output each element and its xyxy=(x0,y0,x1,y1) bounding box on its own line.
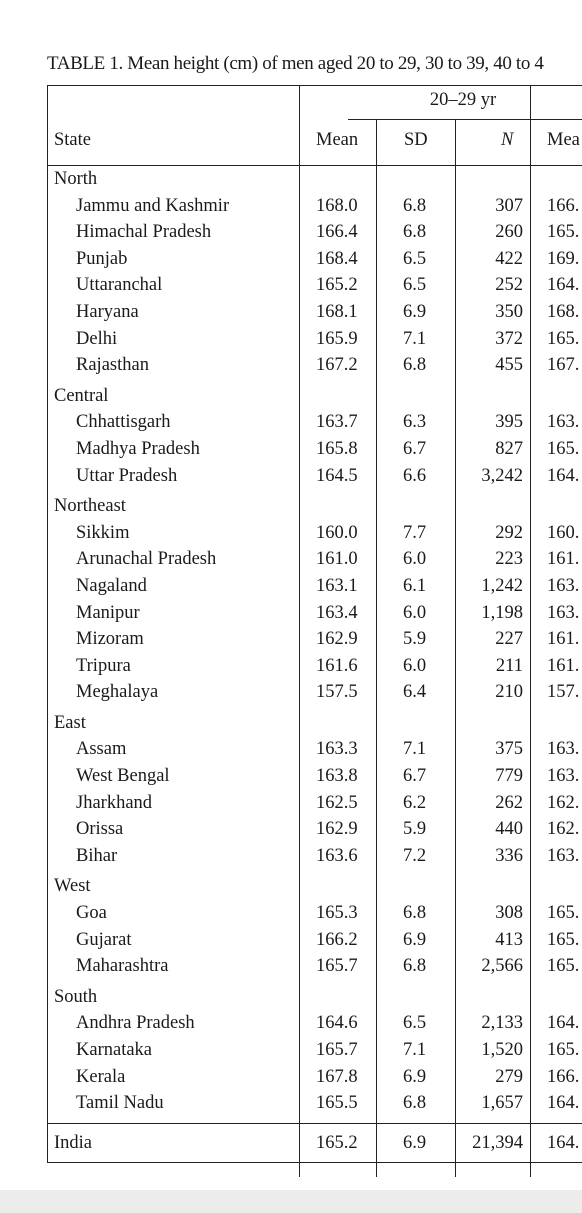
mean-cell: 167.8 xyxy=(316,1066,358,1087)
table-row xyxy=(48,463,582,490)
mean-cell: 165.7 xyxy=(316,1040,358,1060)
mean-cell: 165.9 xyxy=(316,328,358,349)
n-cell: 210 xyxy=(495,682,523,703)
n-cell: 260 xyxy=(495,222,523,243)
next-mean-cell: 165. xyxy=(547,929,580,950)
state-name: Tamil Nadu xyxy=(76,1093,164,1114)
sd-cell: 6.8 xyxy=(403,195,427,216)
state-name: Nagaland xyxy=(76,575,147,596)
state-name: Punjab xyxy=(76,248,128,269)
state-name: Haryana xyxy=(76,301,139,322)
next-mean-cell: 164. xyxy=(547,275,580,296)
mean-column-header: Mean xyxy=(316,130,359,150)
region-heading: East xyxy=(54,712,86,733)
table-row xyxy=(48,193,582,220)
mean-cell: 165.7 xyxy=(316,956,358,977)
next-mean-cell: 165. xyxy=(547,903,580,924)
table-row xyxy=(48,546,582,573)
n-cell: 413 xyxy=(495,929,523,950)
n-cell: 2,133 xyxy=(481,1013,523,1034)
sd-cell: 6.8 xyxy=(403,355,427,376)
table-row xyxy=(48,520,582,547)
next-mean-cell: 163. xyxy=(547,602,580,623)
sd-cell: 7.1 xyxy=(403,328,427,349)
n-cell: 1,520 xyxy=(481,1040,523,1060)
mean-cell: 163.8 xyxy=(316,766,358,787)
n-cell: 262 xyxy=(495,792,523,813)
table-row xyxy=(48,790,582,817)
column-divider xyxy=(455,119,456,1177)
next-mean-cell: 165. xyxy=(547,328,580,349)
n-cell: 308 xyxy=(495,903,523,924)
mean-cell: 163.7 xyxy=(316,412,358,433)
table-row xyxy=(48,900,582,927)
state-name: Arunachal Pradesh xyxy=(76,549,217,570)
table-row xyxy=(48,626,582,653)
header-column-row xyxy=(48,120,582,166)
state-name: West Bengal xyxy=(76,766,170,787)
n-cell: 455 xyxy=(495,355,523,376)
table-row xyxy=(48,299,582,326)
mean-cell: 160.0 xyxy=(316,522,358,543)
next-mean-cell: 163. xyxy=(547,766,580,787)
table-row xyxy=(48,409,582,436)
sd-cell: 7.1 xyxy=(403,1040,427,1060)
n-cell: 372 xyxy=(495,328,523,349)
region-heading: North xyxy=(54,169,98,189)
state-name: Manipur xyxy=(76,602,140,623)
table-row xyxy=(48,953,582,980)
sd-cell: 6.8 xyxy=(403,1093,427,1114)
mean-cell: 165.5 xyxy=(316,1093,358,1114)
n-cell: 3,242 xyxy=(481,465,523,486)
state-name: Maharashtra xyxy=(76,956,169,977)
table-row xyxy=(48,246,582,273)
sd-cell: 5.9 xyxy=(403,629,427,650)
column-divider xyxy=(530,85,531,1177)
n-cell: 375 xyxy=(495,739,523,760)
table-row xyxy=(48,763,582,790)
region-heading: Northeast xyxy=(54,496,126,517)
sd-cell: 6.0 xyxy=(403,549,427,570)
mean-cell: 168.0 xyxy=(316,195,358,216)
sd-cell: 6.1 xyxy=(403,575,427,596)
n-cell: 211 xyxy=(495,655,523,676)
state-name: Sikkim xyxy=(76,522,130,543)
table-row xyxy=(48,653,582,680)
sd-cell: 6.9 xyxy=(403,301,427,322)
next-mean-cell: 165. xyxy=(547,1040,580,1060)
next-mean-cell: 168. xyxy=(547,301,580,322)
sd-cell: 7.1 xyxy=(403,739,427,760)
n-cell: 336 xyxy=(495,845,523,866)
next-mean-cell: 163. xyxy=(547,845,580,866)
sd-cell: 6.5 xyxy=(403,275,427,296)
next-mean-cell: 162. xyxy=(547,819,580,840)
mean-cell: 168.4 xyxy=(316,248,358,269)
total-mean: 165.2 xyxy=(316,1132,358,1153)
total-row xyxy=(48,1123,582,1163)
total-n: 21,394 xyxy=(472,1132,523,1153)
mean-cell: 161.6 xyxy=(316,655,358,676)
state-name: Rajasthan xyxy=(76,355,149,376)
next-mean-cell: 161. xyxy=(547,549,580,570)
mean-cell: 157.5 xyxy=(316,682,358,703)
sd-cell: 6.0 xyxy=(403,602,427,623)
sd-cell: 6.3 xyxy=(403,412,427,433)
n-cell: 779 xyxy=(495,766,523,787)
total-sd: 6.9 xyxy=(403,1132,427,1153)
table-row xyxy=(48,1037,582,1064)
table-caption: TABLE 1. Mean height (cm) of men aged 20 to 29, 30 to 39, 40 to 4 xyxy=(47,53,544,74)
sd-cell: 6.8 xyxy=(403,956,427,977)
mean-cell: 167.2 xyxy=(316,355,358,376)
state-name: Madhya Pradesh xyxy=(76,438,200,459)
state-name: Tripura xyxy=(76,655,131,676)
sd-cell: 7.2 xyxy=(403,845,427,866)
n-cell: 422 xyxy=(495,248,523,269)
table-row xyxy=(48,1010,582,1037)
state-name: Orissa xyxy=(76,819,124,840)
next-mean-cell: 157. xyxy=(547,682,580,703)
n-cell: 2,566 xyxy=(481,956,523,977)
next-mean-cell: 165. xyxy=(547,956,580,977)
sd-cell: 6.0 xyxy=(403,655,427,676)
next-mean-cell: 160. xyxy=(547,522,580,543)
state-name: Chhattisgarh xyxy=(76,412,171,433)
state-name: Bihar xyxy=(76,845,118,866)
mean-cell: 164.6 xyxy=(316,1013,358,1034)
mean-cell: 163.3 xyxy=(316,739,358,760)
n-column-header: N xyxy=(501,130,514,150)
total-label: India xyxy=(54,1132,93,1153)
header-group-row xyxy=(48,86,582,120)
next-mean-cell: 166. xyxy=(547,195,580,216)
bottom-margin xyxy=(0,1190,582,1213)
sd-cell: 7.7 xyxy=(403,522,427,543)
next-mean-cell: 166. xyxy=(547,1066,580,1087)
mean-cell: 163.4 xyxy=(316,602,358,623)
n-cell: 1,242 xyxy=(481,575,523,596)
state-name: Uttaranchal xyxy=(76,275,163,296)
next-mean-cell: 163. xyxy=(547,575,580,596)
sd-cell: 6.9 xyxy=(403,929,427,950)
table-row xyxy=(48,1064,582,1091)
mean-cell: 168.1 xyxy=(316,301,358,322)
state-name: Gujarat xyxy=(76,929,132,950)
state-name: Assam xyxy=(76,739,127,760)
n-cell: 223 xyxy=(495,549,523,570)
table-row xyxy=(48,843,582,870)
n-cell: 279 xyxy=(495,1066,523,1087)
next-mean-cell: 161. xyxy=(547,655,580,676)
table-row xyxy=(48,1090,582,1117)
sd-cell: 6.9 xyxy=(403,1066,427,1087)
n-cell: 1,198 xyxy=(481,602,523,623)
sd-cell: 6.5 xyxy=(403,1013,427,1034)
table-row xyxy=(48,219,582,246)
state-name: Andhra Pradesh xyxy=(76,1013,195,1034)
next-mean-cell: 164. xyxy=(547,1013,580,1034)
sd-cell: 6.7 xyxy=(403,766,427,787)
n-cell: 292 xyxy=(495,522,523,543)
state-name: Mizoram xyxy=(76,629,144,650)
sd-cell: 6.5 xyxy=(403,248,427,269)
n-cell: 827 xyxy=(495,438,523,459)
table-row xyxy=(48,326,582,353)
n-cell: 1,657 xyxy=(481,1093,523,1114)
mean-cell: 162.9 xyxy=(316,819,358,840)
next-mean-cell: 163. xyxy=(547,739,580,760)
state-name: Meghalaya xyxy=(76,682,159,703)
n-cell: 440 xyxy=(495,819,523,840)
column-divider xyxy=(299,85,300,1177)
mean-cell: 165.2 xyxy=(316,275,358,296)
table-row xyxy=(48,736,582,763)
table-row xyxy=(48,352,582,379)
mean-cell: 164.5 xyxy=(316,465,358,486)
mean-cell: 162.5 xyxy=(316,792,358,813)
mean-cell: 163.6 xyxy=(316,845,358,866)
age-group-label: 20–29 yr xyxy=(429,90,497,110)
mean-cell: 165.3 xyxy=(316,903,358,924)
table-row xyxy=(48,816,582,843)
table-row xyxy=(48,436,582,463)
n-cell: 395 xyxy=(495,412,523,433)
n-cell: 350 xyxy=(495,301,523,322)
n-cell: 227 xyxy=(495,629,523,650)
next-mean-cell: 165. xyxy=(547,222,580,243)
total-next-mean: 164. xyxy=(547,1132,580,1153)
next-mean-cell: 162. xyxy=(547,792,580,813)
next-mean-cell: 164. xyxy=(547,465,580,486)
table-row xyxy=(48,573,582,600)
mean-cell: 166.4 xyxy=(316,222,358,243)
sd-cell: 6.7 xyxy=(403,438,427,459)
next-mean-cell: 161. xyxy=(547,629,580,650)
sd-cell: 6.8 xyxy=(403,903,427,924)
next-mean-cell: 165. xyxy=(547,438,580,459)
region-heading: West xyxy=(54,876,91,897)
state-column-header: State xyxy=(54,130,91,150)
sd-cell: 6.8 xyxy=(403,222,427,243)
state-name: Jharkhand xyxy=(76,792,153,813)
mean-cell: 166.2 xyxy=(316,929,358,950)
region-heading: Central xyxy=(54,385,109,406)
height-table xyxy=(47,85,582,1163)
sd-cell: 6.2 xyxy=(403,792,427,813)
table-row xyxy=(48,927,582,954)
state-name: Jammu and Kashmir xyxy=(76,195,230,216)
mean-cell: 165.8 xyxy=(316,438,358,459)
state-name: Uttar Pradesh xyxy=(76,465,178,486)
next-mean-cell: 169. xyxy=(547,248,580,269)
next-mean-cell: 163. xyxy=(547,412,580,433)
sd-cell: 6.4 xyxy=(403,682,427,703)
column-divider xyxy=(376,119,377,1177)
table-row xyxy=(48,600,582,627)
n-cell: 307 xyxy=(495,195,523,216)
mean-cell: 162.9 xyxy=(316,629,358,650)
next-mean-cell: 167. xyxy=(547,355,580,376)
sd-cell: 6.6 xyxy=(403,465,427,486)
n-cell: 252 xyxy=(495,275,523,296)
next-mean-cell: 164. xyxy=(547,1093,580,1114)
state-name: Kerala xyxy=(76,1066,126,1087)
sd-column-header: SD xyxy=(404,130,428,150)
state-name: Himachal Pradesh xyxy=(76,222,212,243)
state-name: Karnataka xyxy=(76,1040,153,1060)
table-row xyxy=(48,272,582,299)
state-name: Goa xyxy=(76,903,107,924)
state-name: Delhi xyxy=(76,328,118,349)
sd-cell: 5.9 xyxy=(403,819,427,840)
next-mean-column-header: Mea xyxy=(547,130,580,150)
table-body xyxy=(48,166,582,1117)
mean-cell: 163.1 xyxy=(316,575,358,596)
table-row xyxy=(48,679,582,706)
mean-cell: 161.0 xyxy=(316,549,358,570)
region-heading: South xyxy=(54,986,98,1007)
